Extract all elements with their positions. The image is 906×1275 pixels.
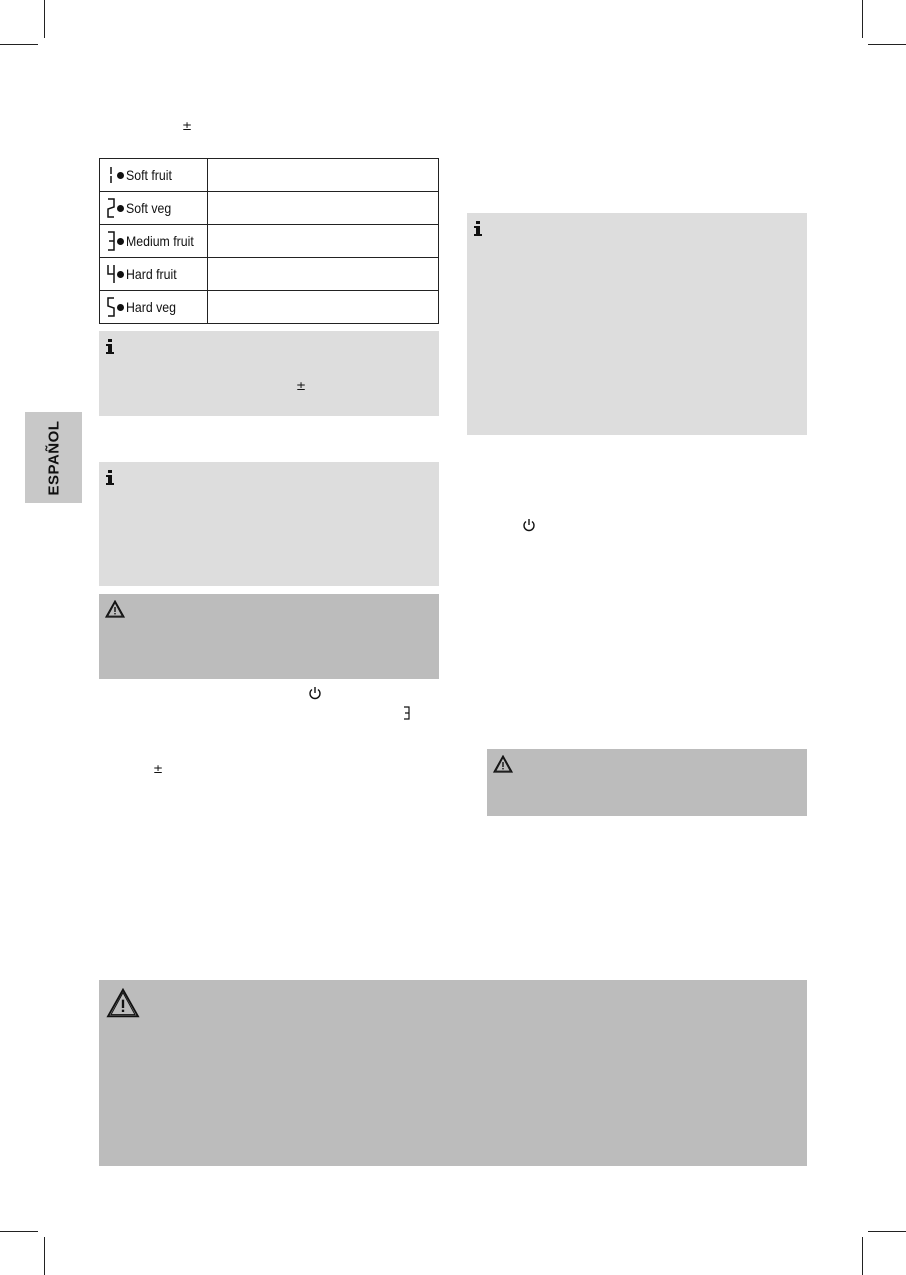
mode-description [207,258,438,291]
mode-cell [100,258,208,291]
warning-icon [105,600,125,618]
mode-cell [100,159,208,192]
warning-box [99,980,807,1166]
warning-icon [493,755,513,773]
seven-segment-digit-icon [106,263,116,285]
table-row [100,159,439,192]
seven-segment-digit-icon [106,296,116,318]
language-tab-label: ESPAÑOL [45,420,62,495]
power-icon [308,686,322,700]
info-icon [474,221,482,237]
warning-box [99,594,439,679]
mode-description [207,159,438,192]
mode-label: Medium fruit [126,233,194,249]
warning-box [487,749,807,816]
mode-dot [117,271,124,278]
seven-segment-digit-icon [106,230,116,252]
crop-mark [0,44,38,45]
crop-mark [868,1231,906,1232]
mode-description [207,192,438,225]
mode-cell [100,192,208,225]
mode-dot [117,205,124,212]
info-box [99,331,439,416]
mode-cell [100,225,208,258]
mode-dot [117,238,124,245]
mode-dot [117,172,124,179]
mode-label: Soft veg [126,200,172,216]
crop-mark [44,0,45,38]
language-tab [25,412,82,503]
mode-description [207,225,438,258]
crop-mark [862,1237,863,1275]
info-box [467,213,807,435]
table-row [100,258,439,291]
crop-mark [44,1237,45,1275]
plus-minus-symbol: ± [296,379,307,393]
plus-minus-symbol: ± [182,119,193,133]
mode-label: Hard fruit [126,266,177,282]
seven-segment-digit-icon [403,706,411,720]
info-icon [106,339,114,355]
crop-mark [0,1231,38,1232]
info-box [99,462,439,586]
power-icon [522,518,536,532]
table-row [100,291,439,324]
crop-mark [868,44,906,45]
mode-cell [100,291,208,324]
seven-segment-digit-icon [106,164,116,186]
mode-dot [117,304,124,311]
modes-table [99,158,439,324]
info-icon [106,470,114,486]
mode-label: Hard veg [126,299,176,315]
table-row [100,192,439,225]
mode-description [207,291,438,324]
mode-label: Soft fruit [126,167,172,183]
crop-mark [862,0,863,38]
plus-minus-symbol: ± [153,762,164,776]
warning-icon [106,988,140,1018]
table-row [100,225,439,258]
seven-segment-digit-icon [106,197,116,219]
